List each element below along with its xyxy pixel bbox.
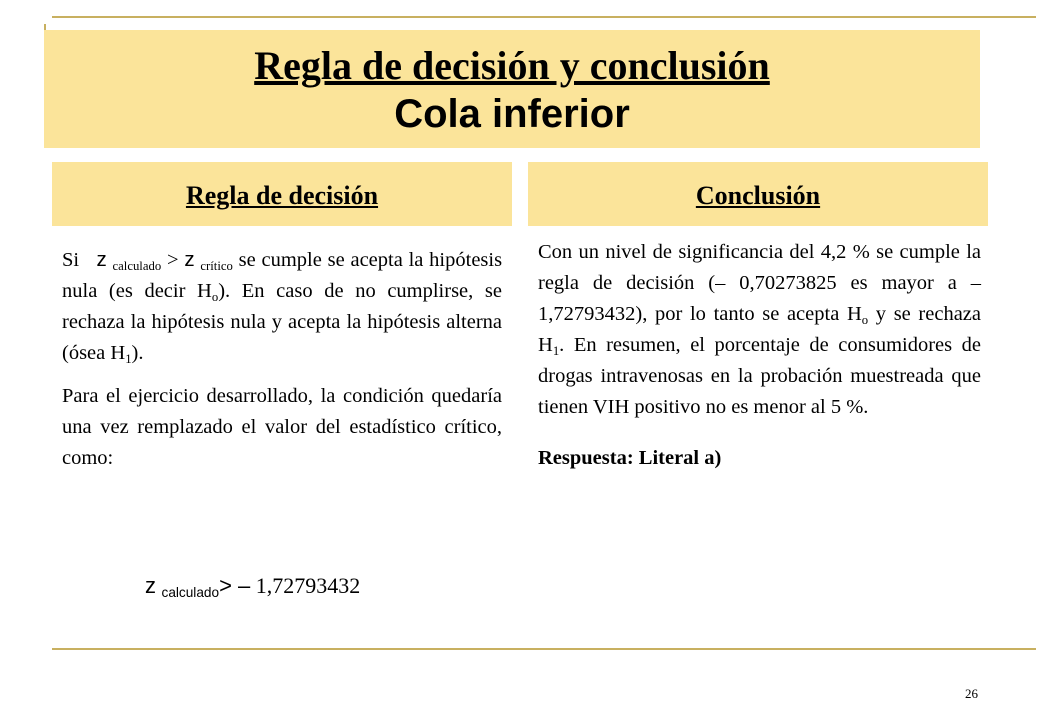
word-si: Si	[62, 249, 80, 271]
title-band	[44, 30, 980, 148]
subscript-1: 1	[552, 343, 560, 358]
z-symbol: z	[96, 248, 107, 271]
conclusion-text: Con un nivel de significancia del 4,2 % se cumple la regla de decisión (– 0,70273825 es mayor a – 1,72793432), por lo tanto se acepta H	[538, 241, 981, 325]
formula	[145, 570, 360, 601]
answer-text: Respuesta: Literal a)	[538, 447, 722, 469]
page-number: 26	[965, 686, 978, 701]
conclusion-text: y se rechaza H	[538, 303, 981, 356]
exercise-paragraph: Para el ejercicio desarrollado, la condición quedaría una vez remplazado el valor del estadístico crítico, como:	[62, 385, 502, 469]
conclusion-text: . En resumen, el porcentaje de consumidores de drogas intravenosas en la probación muestreada que tienen VIH positivo no es menor al 5 %.	[538, 334, 981, 418]
decision-rule-paragraph	[62, 244, 502, 369]
critical-value: 1,72793432	[255, 573, 361, 598]
subscript-o: o	[861, 312, 869, 327]
slide-title: Regla de decisión y conclusión	[254, 43, 770, 88]
z-symbol: z	[184, 248, 195, 271]
decision-rule-header: Regla de decisión	[52, 162, 512, 226]
conclusion-paragraph	[538, 237, 981, 423]
bottom-divider	[52, 648, 1036, 650]
slide-subtitle: Cola inferior	[394, 92, 630, 136]
rule-text: ). En caso de no cumplirse, se rechaza la hipótesis nula y acepta la hipótesis alterna (ósea H	[62, 280, 502, 364]
rule-text: ).	[131, 342, 144, 364]
top-divider	[52, 16, 1036, 18]
rule-text: se cumple se acepta la hipótesis nula (es decir H	[62, 249, 503, 302]
decision-rule-column	[62, 244, 502, 474]
subscript-critico: crítico	[200, 258, 233, 273]
relation-symbol: > –	[219, 573, 251, 598]
subscript-calculado: calculado	[112, 258, 162, 273]
greater-than-symbol: >	[166, 249, 179, 271]
subscript-calculado: calculado	[161, 585, 220, 601]
subscript-o: o	[211, 289, 219, 304]
z-symbol: z	[145, 573, 156, 598]
conclusion-header: Conclusión	[528, 162, 988, 226]
conclusion-column	[538, 237, 981, 474]
subscript-1: 1	[125, 351, 132, 366]
